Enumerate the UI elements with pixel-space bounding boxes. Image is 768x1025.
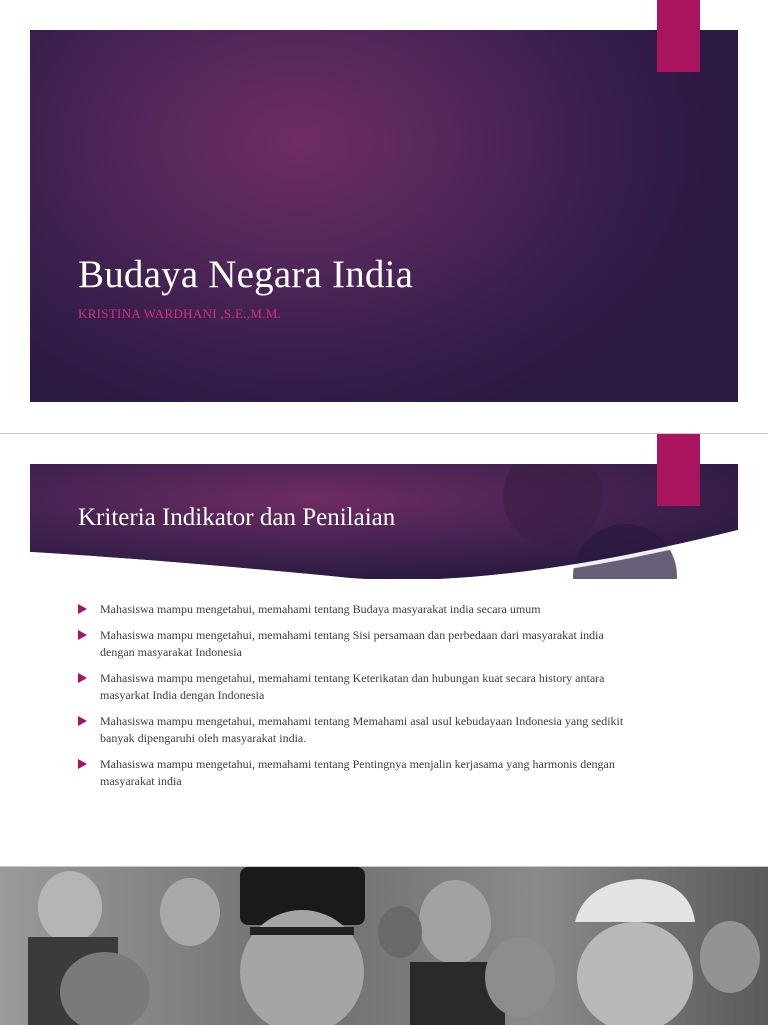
bullet-arrow-icon (78, 716, 87, 726)
header-banner (30, 464, 738, 579)
slide-title: Budaya Negara India (78, 253, 414, 296)
list-item: Mahasiswa mampu mengetahui, memahami tentang Budaya masyarakat india secara umum (78, 601, 638, 619)
slide-title: Kriteria Indikator dan Penilaian (78, 504, 396, 531)
bullet-arrow-icon (78, 673, 87, 683)
criteria-list (78, 601, 638, 799)
list-item: Mahasiswa mampu mengetahui, memahami tentang Sisi persamaan dan perbedaan dari masyarakat india dengan masyarakat Indonesia (78, 627, 638, 662)
historical-photo (0, 867, 768, 1025)
criteria-slide (0, 433, 768, 866)
slide-subtitle: KRISTINA WARDHANI ,S.E.,M.M. (78, 306, 282, 321)
title-banner (30, 30, 738, 402)
accent-tab (657, 434, 700, 506)
bullet-arrow-icon (78, 759, 87, 769)
list-item: Mahasiswa mampu mengetahui, memahami tentang Memahami asal usul kebudayaan Indonesia yang sedikit banyak dipengaruhi oleh masyarakat india. (78, 713, 638, 748)
accent-tab (657, 0, 700, 72)
bullet-arrow-icon (78, 604, 87, 614)
title-slide (0, 0, 768, 432)
list-item: Mahasiswa mampu mengetahui, memahami tentang Pentingnya menjalin kerjasama yang harmonis dengan masyarakat india (78, 756, 638, 791)
list-item: Mahasiswa mampu mengetahui, memahami tentang Keterikatan dan hubungan kuat secara history antara masyarkat India dengan Indonesia (78, 670, 638, 705)
photo-slide (0, 866, 768, 1025)
bullet-arrow-icon (78, 630, 87, 640)
